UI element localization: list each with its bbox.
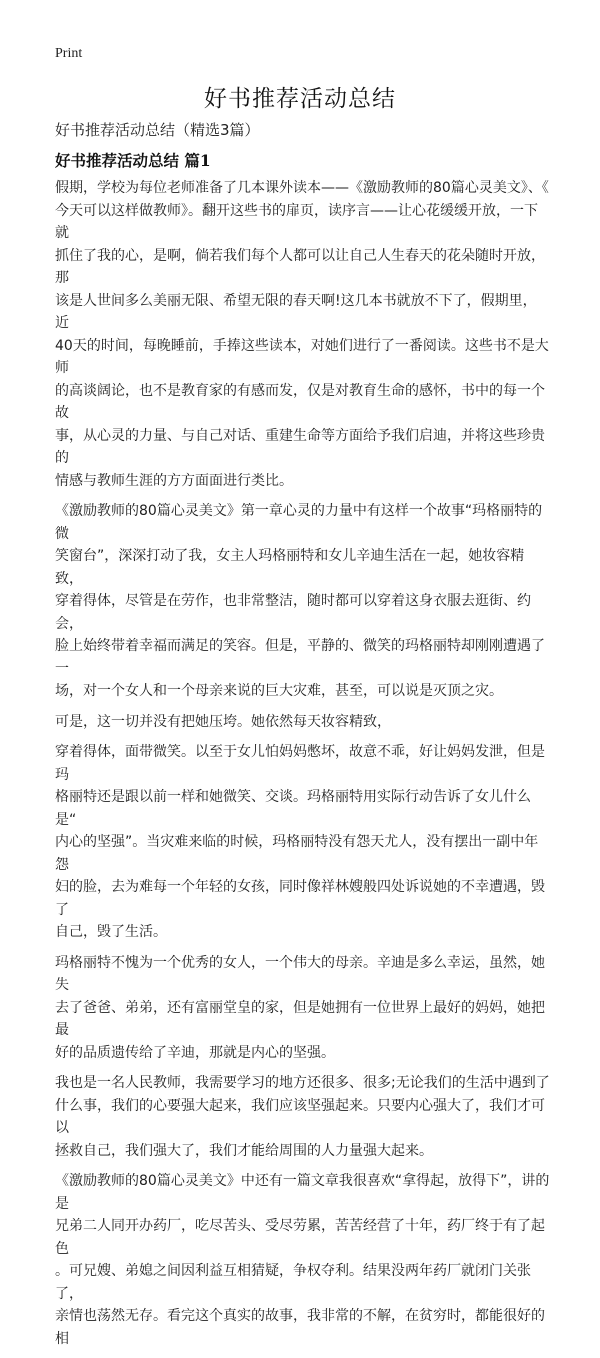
paragraph: [55, 1170, 550, 1350]
paragraph-line: 穿着得体，面带微笑。以至于女儿怕妈妈憋坏，故意不乖，好让妈妈发泄，但是玛: [55, 744, 545, 783]
paragraph-line: 笑窗台”，深深打动了我，女主人玛格丽特和女儿辛迪生活在一起，她妆容精致，: [55, 548, 525, 587]
paragraph: [55, 177, 550, 492]
paragraph: [55, 711, 550, 734]
paragraph-line: 的高谈阔论，也不是教育家的有感而发，仅是对教育生命的感怀，书中的每一个故: [55, 382, 545, 421]
paragraph: [55, 952, 550, 1065]
paragraph-line: 事，从心灵的力量、与自己对话、重建生命等方面给予我们启迪，并将这些珍贵的: [55, 427, 545, 466]
paragraph-line: 脸上始终带着幸福而满足的笑容。但是，平静的、微笑的玛格丽特却刚刚遭遇了一: [55, 638, 545, 677]
paragraph-line: 好的品质遗传给了辛迪，那就是内心的坚强。: [55, 1044, 335, 1061]
paragraph-line: 内心的坚强”。当灾难来临的时候，玛格丽特没有怨天尤人，没有摆出一副中年怨: [55, 834, 539, 873]
paragraph-line: 什么事，我们的心要强大起来，我们应该坚强起来。只要内心强大了，我们才可以: [55, 1097, 545, 1136]
paragraph-line: 《激励教师的80篇心灵美文》第一章心灵的力量中有这样一个故事“玛格丽特的微: [55, 503, 543, 542]
paragraph-line: 玛格丽特不愧为一个优秀的女人，一个伟大的母亲。辛迪是多么幸运，虽然，她失: [55, 954, 545, 993]
paragraph-line: 今天可以这样做教师》。翻开这些书的扉页，读序言——让心花缓缓开放，一下就: [55, 202, 538, 241]
paragraph-line: 假期，学校为每位老师准备了几本课外读本——《激励教师的80篇心灵美文》、《: [55, 180, 549, 196]
document-title: 好书推荐活动总结: [204, 86, 396, 112]
document-body: [55, 177, 550, 1358]
paragraph-line: 该是人世间多么美丽无限、希望无限的春天啊!这几本书就放不下了，假期里，近: [55, 292, 537, 331]
paragraph-line: 去了爸爸、弟弟，还有富丽堂皇的家，但是她拥有一位世界上最好的妈妈，她把最: [55, 999, 545, 1038]
document-subtitle: 好书推荐活动总结（精选3篇）: [55, 121, 260, 139]
paragraph-line: 《激励教师的80篇心灵美文》中还有一篇文章我很喜欢“拿得起，放得下”，讲的是: [55, 1173, 550, 1212]
paragraph-line: 妇的脸，去为难每一个年轻的女孩，同时像祥林嫂般四处诉说她的不幸遭遇，毁了: [55, 879, 545, 918]
paragraph: [55, 500, 550, 703]
section-heading: 好书推荐活动总结 篇1: [55, 151, 211, 170]
paragraph-line: 场，对一个女人和一个母亲来说的巨大灾难，甚至，可以说是灭顶之灾。: [55, 683, 503, 699]
paragraph-line: 40天的时间，每晚睡前，手捧这些读本，对她们进行了一番阅读。这些书不是大师: [55, 337, 549, 376]
paragraph: [55, 1072, 550, 1162]
paragraph-line: 情感与教师生涯的方方面面进行类比。: [55, 472, 293, 489]
paragraph-line: 亲情也荡然无存。看完这个真实的故事，我非常的不解，在贫穷时，都能很好的相: [55, 1308, 545, 1347]
paragraph: [55, 741, 550, 944]
paragraph-line: 穿着得体，尽管是在劳作，也非常整洁，随时都可以穿着这身衣服去逛街、约会，: [55, 593, 531, 632]
paragraph-line: 兄弟二人同开办药厂，吃尽苦头、受尽劳累，苦苦经营了十年，药厂终于有了起色: [55, 1218, 545, 1257]
paragraph-line: 。可兄嫂、弟媳之间因利益互相猜疑，争权夺利。结果没两年药厂就闭门关张了，: [55, 1263, 531, 1302]
paragraph-line: 可是，这一切并没有把她压垮。她依然每天妆容精致，: [55, 713, 391, 730]
paragraph-line: 抓住了我的心，是啊，倘若我们每个人都可以让自己人生春天的花朵随时开放，那: [55, 247, 545, 286]
print-link[interactable]: Print: [55, 46, 83, 61]
paragraph-line: 自己，毁了生活。: [55, 924, 167, 940]
paragraph-line: 格丽特还是跟以前一样和她微笑、交谈。玛格丽特用实际行动告诉了女儿什么是“: [55, 789, 531, 828]
paragraph-line: 拯救自己，我们强大了，我们才能给周围的人力量强大起来。: [55, 1142, 433, 1159]
paragraph-line: 我也是一名人民教师，我需要学习的地方还很多、很多;无论我们的生活中遇到了: [55, 1075, 550, 1091]
